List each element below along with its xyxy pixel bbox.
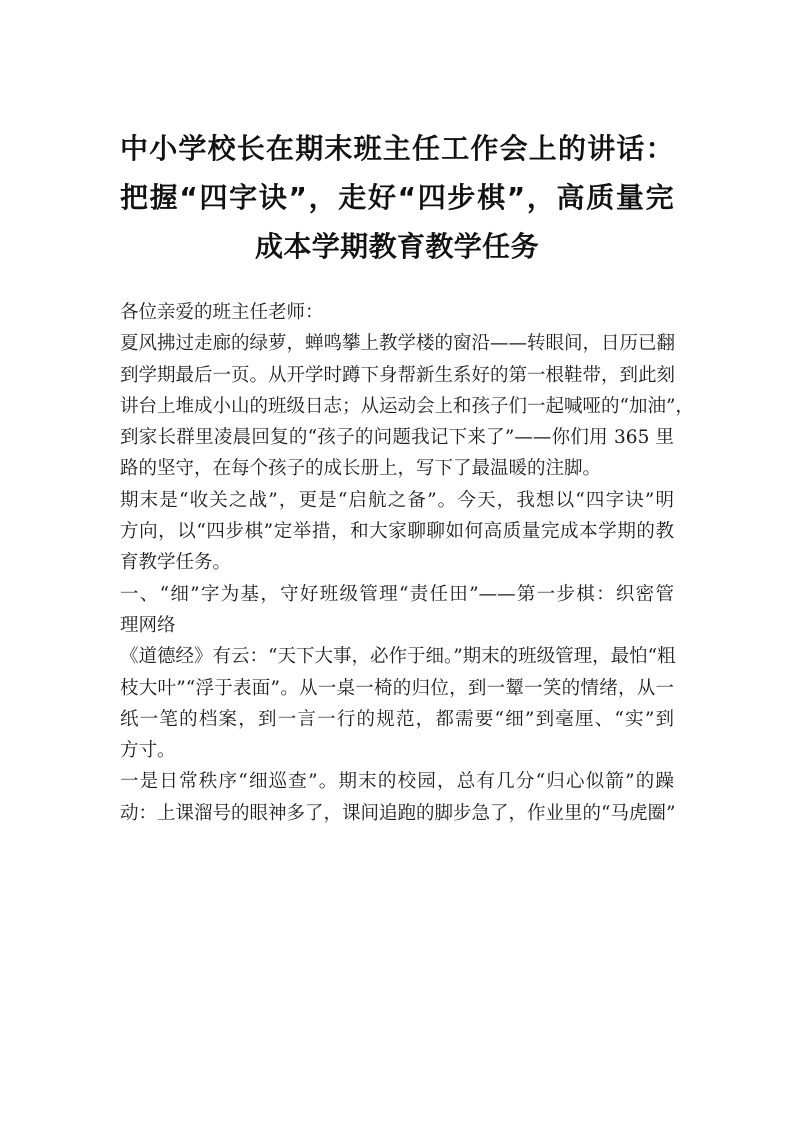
body-line: 方向，以“四步棋”定举措，和大家聊聊如何高质量完成本学期的教 <box>120 521 674 543</box>
section-heading-line: 一、“细”字为基，守好班级管理“责任田”——第一步棋：织密管 <box>120 583 674 605</box>
title-line-2: 把握“四字诀”，走好“四步棋”，高质量完 <box>120 181 674 214</box>
body-line: 纸一笔的档案，到一言一行的规范，都需要“细”到毫厘、“实”到 <box>120 708 674 730</box>
body-line: 《道德经》有云：“天下大事，必作于细。”期末的班级管理，最怕“粗 <box>120 646 676 668</box>
body-line: 动：上课溜号的眼神多了，课间追跑的脚步急了，作业里的“马虎圈” <box>120 802 676 824</box>
section-heading-line: 理网络 <box>120 614 176 636</box>
body-line: 方寸。 <box>120 740 176 762</box>
title-line-1: 中小学校长在期末班主任工作会上的讲话： <box>120 132 674 165</box>
body-line: 期末是“收关之战”，更是“启航之备”。今天，我想以“四字诀”明 <box>120 489 674 511</box>
body-line: 讲台上堆成小山的班级日志；从运动会上和孩子们一起喊哑的“加油”， <box>120 395 694 417</box>
document-title <box>120 124 674 271</box>
document-body <box>120 297 694 829</box>
title-line-3: 成本学期教育教学任务 <box>254 230 539 263</box>
body-line: 到家长群里凌晨回复的“孩子的问题我记下来了”——你们用 365 里 <box>120 427 674 449</box>
body-line: 育教学任务。 <box>120 552 232 574</box>
body-line: 路的坚守，在每个孩子的成长册上，写下了最温暖的注脚。 <box>120 458 602 480</box>
body-line: 枝大叶”“浮于表面”。从一桌一椅的归位，到一颦一笑的情绪，从一 <box>120 677 674 699</box>
body-line: 一是日常秩序“细巡查”。期末的校园，总有几分“归心似箭”的躁 <box>120 771 674 793</box>
body-line: 到学期最后一页。从开学时蹲下身帮新生系好的第一根鞋带，到此刻 <box>120 364 676 386</box>
body-line: 夏风拂过走廊的绿萝，蝉鸣攀上教学楼的窗沿——转眼间，日历已翻 <box>120 333 676 355</box>
salutation: 各位亲爱的班主任老师： <box>120 302 324 323</box>
